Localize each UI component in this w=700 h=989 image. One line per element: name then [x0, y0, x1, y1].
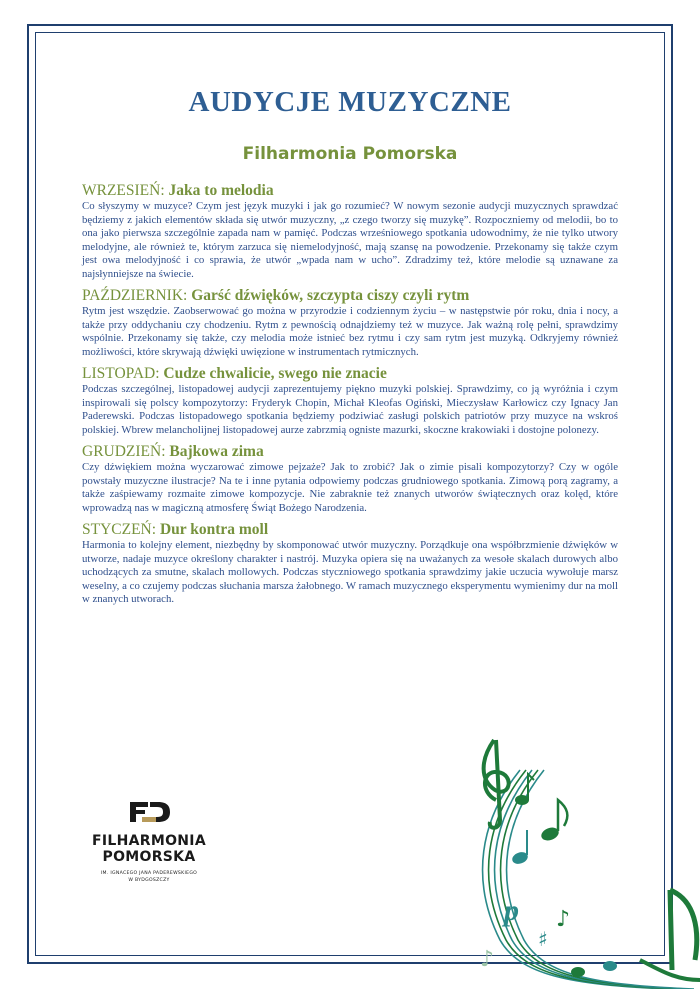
music-notes-staff-icon	[410, 730, 700, 989]
section-topic: Dur kontra moll	[159, 521, 269, 538]
section-topic: Jaka to melodia	[168, 182, 274, 199]
section-month: PAŹDZIERNIK:	[82, 287, 188, 304]
svg-text:♪: ♪	[480, 947, 495, 972]
page-subtitle: Filharmonia Pomorska	[242, 144, 458, 164]
filharmonia-logo	[84, 800, 214, 890]
section-month: LISTOPAD:	[82, 365, 160, 382]
logo-name	[84, 833, 214, 865]
section-september	[82, 182, 618, 281]
section-heading	[82, 443, 618, 460]
section-topic: Garść dźwięków, szczypta ciszy czyli rytm	[191, 287, 470, 304]
schedule-content	[82, 182, 618, 613]
section-month: WRZESIEŃ:	[82, 182, 165, 199]
section-heading	[82, 521, 618, 538]
section-body: Czy dźwiękiem można wyczarować zimowe pejzaże? Jak to zrobić? Jak o zimie pisali kompozytorzy? Czy w ogóle powstały muzyczne ilustracje? Na te i inne pytania odpowiemy podczas grudniowego spotkania. Zimową porą zagramy, a także zaśpiewamy rozmaite zimowe kompozycje. Nie zabraknie też znanych utworów świątecznych oraz kolęd, które wprowadzą nas w magiczną atmosferę Świąt Bożego Narodzenia.	[82, 461, 618, 514]
section-topic: Bajkowa zima	[169, 443, 264, 460]
section-heading	[82, 287, 618, 304]
page-title: AUDYCJE MUZYCZNE	[188, 86, 512, 118]
section-month: GRUDZIEŃ:	[82, 443, 166, 460]
section-body: Harmonia to kolejny element, niezbędny by skomponować utwór muzyczny. Porządkuje ona współbrzmienie dźwięków w utworze, nadaje muzyce określony charakter i nastrój. Muzyka opiera się na uważanych za wesołe skalach durowych albo uchodzących za smutne, skalach mollowych. Podczas styczniowego spotkania sprawdzimy jakie uczucia wywołuje marsz weselny, a co czujemy podczas słuchania marsza żałobnego. W ramach muzycznego eksperymentu wymienimy dur na moll w znanych utworach.	[82, 539, 618, 605]
logo-tagline-line2: W BYDGOSZCZY	[128, 878, 170, 883]
section-month: STYCZEŃ:	[82, 521, 157, 538]
section-january	[82, 521, 618, 607]
logo-tagline	[84, 870, 214, 884]
svg-text:p: p	[504, 894, 519, 927]
section-heading	[82, 182, 618, 199]
logo-name-line2: POMORSKA	[102, 849, 196, 865]
section-topic: Cudze chwalicie, swego nie znacie	[163, 365, 387, 382]
section-october	[82, 287, 618, 359]
section-december	[82, 443, 618, 515]
logo-name-line1: FILHARMONIA	[92, 833, 206, 849]
section-body: Podczas szczególnej, listopadowej audycji zaprezentujemy piękno muzyki polskiej. Sprawdzimy, co ją wyróżnia i czym inspirowali się polscy kompozytorzy: Fryderyk Chopin, Michał Kleofas Ogiński, Mieczysław Karłowicz czy Ignacy Jan Paderewski. Podczas listopadowego spotkania będziemy podziwiać zasługi polskich patriotów przy muzyce na wskroś polskiej. Wbrew melancholijnej listopadowej aurze zabrzmią ogniste mazurki, skoczne krakowiaki i dostojne polonezy.	[82, 383, 618, 436]
section-body: Co słyszymy w muzyce? Czym jest język muzyki i jak go rozumieć? W nowym sezonie audycji muzycznych sprawdzać będziemy z jakich elementów składa się utwór muzyczny, „z czego tworzy się muzykę”. Rozpoczniemy od melodii, bo to ona jako pierwsza szczególnie zapada nam w pamięć. Podczas wrześniowego spotkania udowodnimy, że nie tylko utwory melodyjne, ale również te, którym zarzuca się niemelodyjność, mają szansę na powodzenie. Przekonamy się także czym jest owa melodyjność i co sprawia, że utwór „wpada nam w ucho”. Zdradzimy też, które melodie są uznawane za najsłynniejsze na świecie.	[82, 200, 618, 280]
section-body: Rytm jest wszędzie. Zaobserwować go można w przyrodzie i codziennym życiu – w następstwie pór roku, dnia i nocy, a także przy oddychaniu czy chodzeniu. Rytm z pewnością odnajdziemy też w muzyce. Jak ważną rolę pełni, sprawdzimy wspólnie. Przekonamy się także, czy melodia może istnieć bez rytmu i czy sam rytm jest muzyką. Odkryjemy również możliwości, które skrywają dźwięki uwięzione w instrumentach rytmicznych.	[82, 305, 618, 358]
logo-tagline-line1: IM. IGNACEGO JANA PADEREWSKIEGO	[100, 871, 198, 876]
fp-monogram-icon	[128, 800, 172, 824]
svg-text:♪: ♪	[556, 907, 571, 932]
section-november	[82, 365, 618, 437]
svg-text:♯: ♯	[538, 927, 548, 951]
section-heading	[82, 365, 618, 382]
